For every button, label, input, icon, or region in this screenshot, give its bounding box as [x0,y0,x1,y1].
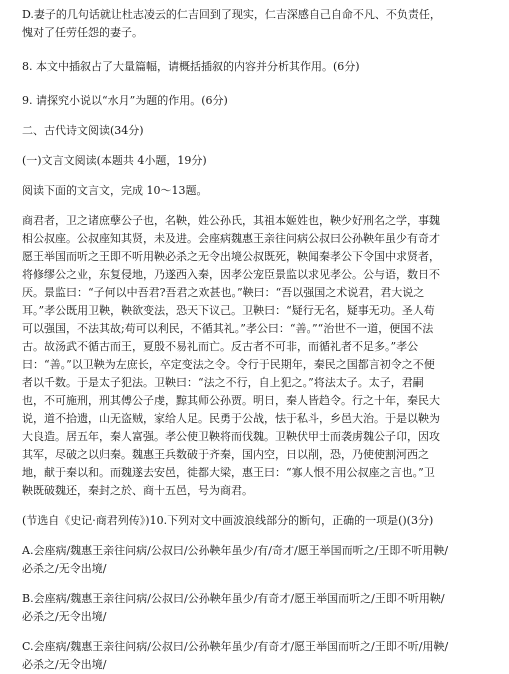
passage-line: 地，献于秦以和。而魏遂去安邑，徙都大梁，惠王曰：“寡人恨不用公叔座之言也。”卫 [22,466,435,479]
option-a-line-2: 必杀之/无令出境/ [22,562,107,575]
option-a-line-1: A.会座病/魏惠王亲往问病/公叔曰/公孙鞅年虽少/有/奇才/愿王举国而听之/王即不听用鞅/ [22,544,449,557]
passage-line: 曰：“善。”以卫鞅为左庶长，卒定变法之令。令行于民期年，秦民之国都言初令之不便 [22,358,435,371]
passage-line: 厌。景监曰：“子何以中吾君?吾君之欢甚也。”鞅曰：“吾以强国之术说君，君大说之 [22,286,425,299]
passage-line: 愿王举国而听之王即不听用鞅必杀之无令出境公叔既死，鞅闻秦孝公下令国中求贤者， [22,250,440,263]
passage-line: 可以强国，不法其故;苟可以利民，不循其礼。”孝公曰：“善。”“治世不一道，便国不法 [22,322,434,335]
section-heading-ancient-poetry: 二、古代诗文阅读(34分) [22,124,144,137]
passage-line: 将修缪公之业，东复侵地，乃遂西入秦，因孝公宠臣景监以求见孝公。公与语，数日不 [22,268,440,281]
passage-line: 其军，尽破之以归秦。魏惠王兵数破于齐秦，国内空，日以削，恐，乃使使割河西之 [22,448,429,461]
reading-instruction: 阅读下面的文言文，完成 10～13题。 [22,184,208,197]
passage-line: 说，道不拾遗，山无盗贼，家给人足。民勇于公战，怯于私斗，乡邑大治。于是以鞅为 [22,412,440,425]
question-9: 9. 请探究小说以“水月”为题的作用。(6分) [22,94,228,107]
passage-line: 也，不可施刑，刑其傅公子虔，黥其师公孙贾。明日，秦人皆趋令。行之十年，秦民大 [22,394,440,407]
classical-passage [22,212,490,500]
option-b [22,590,490,626]
passage-line: 鞅既破魏还，秦封之於、商十五邑，号为商君。 [22,484,253,497]
passage-line: 古。故汤武不循古而王，夏殷不易礼而亡。反古者不可非，而循礼者不足多。”孝公 [22,340,419,353]
option-c-line-1: C.会座病/魏惠王亲往问病/公叔曰/公孙鞅年虽少/有奇才/愿王举国而听之/王即不听/用鞅/ [22,640,449,653]
question-d-line-2: 愧对了任劳任怨的妻子。 [22,26,143,39]
passage-line: 者以千数。于是太子犯法。卫鞅曰：“法之不行，自上犯之。”将法太子。太子，君嗣 [22,376,424,389]
option-b-line-2: 必杀之/无令出境/ [22,610,107,623]
question-d-option [22,6,490,42]
question-8: 8. 本文中插叙占了大量篇幅，请概括插叙的内容并分析其作用。(6分) [22,60,360,73]
passage-line: 大良造。居五年，秦人富强。孝公使卫鞅将而伐魏。卫鞅伏甲士而袭虏魏公子卬，因攻 [22,430,440,443]
option-b-line-1: B.会座病/魏惠王亲往问病/公叔曰/公孙鞅年虽少/有奇才/愿王举国而听之/王即不听用鞅/ [22,592,445,605]
passage-line: 相公叔座。公叔座知其贤，未及进。会座病魏惠王亲往问病公叔曰公孙鞅年虽少有奇才 [22,232,440,245]
option-c-line-2: 必杀之/无令出境/ [22,658,107,671]
subsection-heading-classical-chinese: (一)文言文阅读(本题共 4小题，19分) [22,154,207,167]
question-10: (节选自《史记·商君列传》)10.下列对文中画波浪线部分的断句，正确的一项是()(3分) [22,514,434,527]
passage-line: 耳。”孝公既用卫鞅，鞅欲变法，恐天下议己。卫鞅曰：“疑行无名，疑事无功。圣人苟 [22,304,435,317]
option-c [22,638,490,674]
document-page [22,6,490,674]
option-a [22,542,490,578]
passage-line: 商君者，卫之诸庶孽公子也，名鞅，姓公孙氏，其祖本姬姓也，鞅少好刑名之学，事魏 [22,214,440,227]
question-d-line-1: D.妻子的几句话就让杜志凌云的仁吉回到了现实，仁吉深感自己自命不凡、不负责任， [22,8,441,21]
